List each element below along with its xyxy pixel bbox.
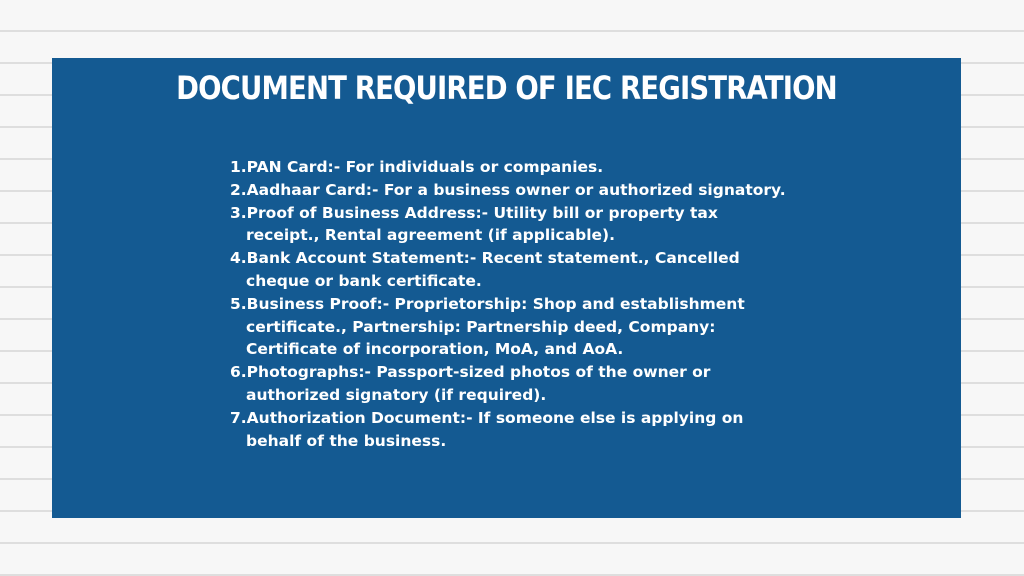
content-panel — [52, 58, 961, 518]
list-item-authorization: 7.Authorization Document:- If someone else is applying on behalf of the business. — [230, 408, 744, 450]
list-item-pan-card: 1.PAN Card:- For individuals or companies. — [230, 158, 604, 176]
list-item-photographs: 6.Photographs:- Passport-sized photos of the owner or authorized signatory (if required). — [230, 363, 711, 404]
slide-title: DOCUMENT REQUIRED OF IEC REGISTRATION — [176, 69, 837, 107]
list-item-bank-statement: 4.Bank Account Statement:- Recent statement., Cancelled cheque or bank certificate. — [230, 249, 740, 290]
list-item-business-proof: 5.Business Proof:- Proprietorship: Shop and establishment certificate., Partnership: Partnership deed, Company: Certificate of incorporation, MoA, and AoA. — [230, 294, 745, 359]
document-list — [230, 156, 790, 452]
list-item-business-address: 3.Proof of Business Address:- Utility bill or property tax receipt., Rental agreement (if applicable). — [230, 203, 718, 245]
list-item-aadhaar-card: 2.Aadhaar Card:- For a business owner or authorized signatory. — [230, 180, 786, 199]
